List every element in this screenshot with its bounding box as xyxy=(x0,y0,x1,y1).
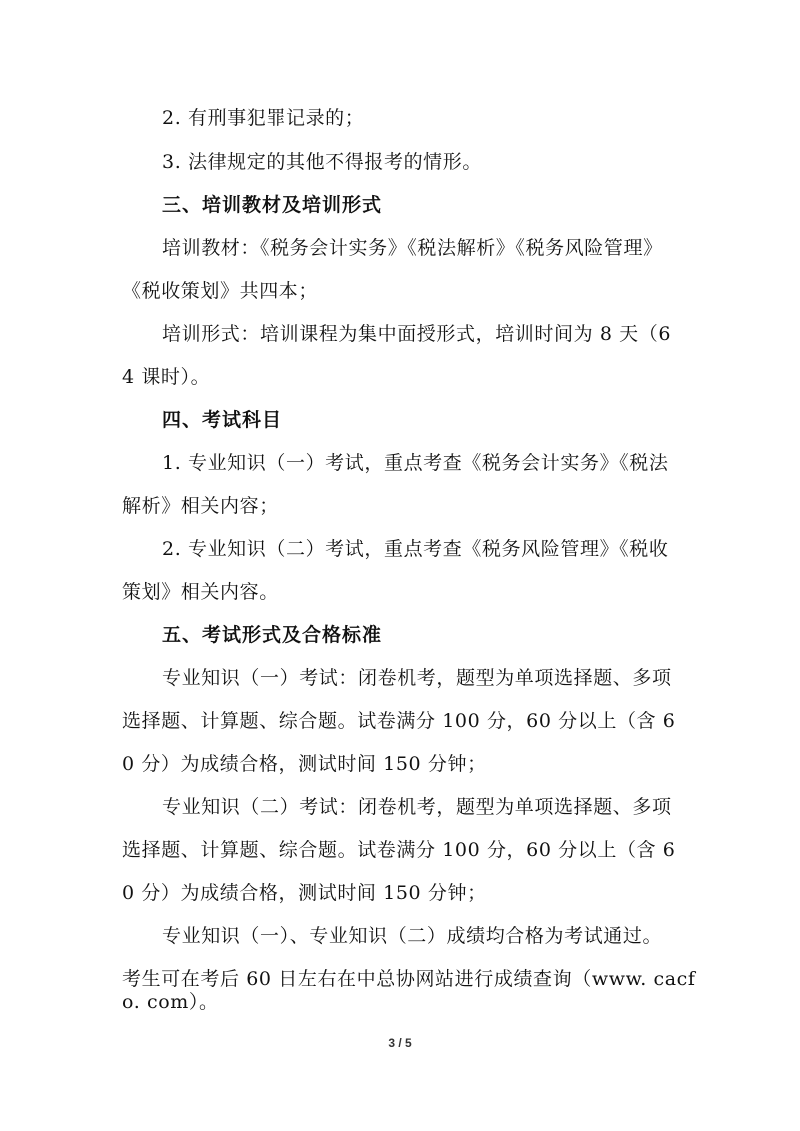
section-heading-5: 五、考试形式及合格标准 xyxy=(162,624,383,646)
paragraph-line: 培训形式：培训课程为集中面授形式，培训时间为 8 天（6 xyxy=(162,323,672,345)
paragraph-line: 解析》相关内容； xyxy=(122,495,279,517)
paragraph-line: 4 课时）。 xyxy=(122,366,211,388)
list-item-1: 1. 专业知识（一）考试，重点考查《税务会计实务》《税法 xyxy=(162,452,669,474)
paragraph-line: 专业知识（一）考试：闭卷机考，题型为单项选择题、多项 xyxy=(162,667,672,689)
paragraph-line: 策划》相关内容。 xyxy=(122,581,279,603)
page-number: 3 / 5 xyxy=(388,1036,412,1050)
paragraph-line: 选择题、计算题、综合题。试卷满分 100 分，60 分以上（含 6 xyxy=(122,839,676,861)
paragraph-line: o. com）。 xyxy=(122,991,219,1013)
paragraph-line: 专业知识（二）考试：闭卷机考，题型为单项选择题、多项 xyxy=(162,796,672,818)
list-item-3: 3. 法律规定的其他不得报考的情形。 xyxy=(162,151,482,173)
paragraph-line: 选择题、计算题、综合题。试卷满分 100 分，60 分以上（含 6 xyxy=(122,710,676,732)
paragraph-line: 《税收策划》共四本； xyxy=(122,280,319,302)
paragraph-line: 专业知识（一）、专业知识（二）成绩均合格为考试通过。 xyxy=(162,925,663,947)
paragraph-line: 0 分）为成绩合格，测试时间 150 分钟； xyxy=(122,882,487,904)
paragraph-line: 考生可在考后 60 日左右在中总协网站进行成绩查询（www. cacf xyxy=(122,968,696,990)
section-heading-3: 三、培训教材及培训形式 xyxy=(162,194,383,216)
paragraph-line: 培训教材：《税务会计实务》《税法解析》《税务风险管理》 xyxy=(162,237,663,259)
section-heading-4: 四、考试科目 xyxy=(162,409,283,431)
list-item-2: 2. 专业知识（二）考试，重点考查《税务风险管理》《税收 xyxy=(162,538,669,560)
list-item-2: 2. 有刑事犯罪记录的； xyxy=(162,107,365,129)
paragraph-line: 0 分）为成绩合格，测试时间 150 分钟； xyxy=(122,753,487,775)
